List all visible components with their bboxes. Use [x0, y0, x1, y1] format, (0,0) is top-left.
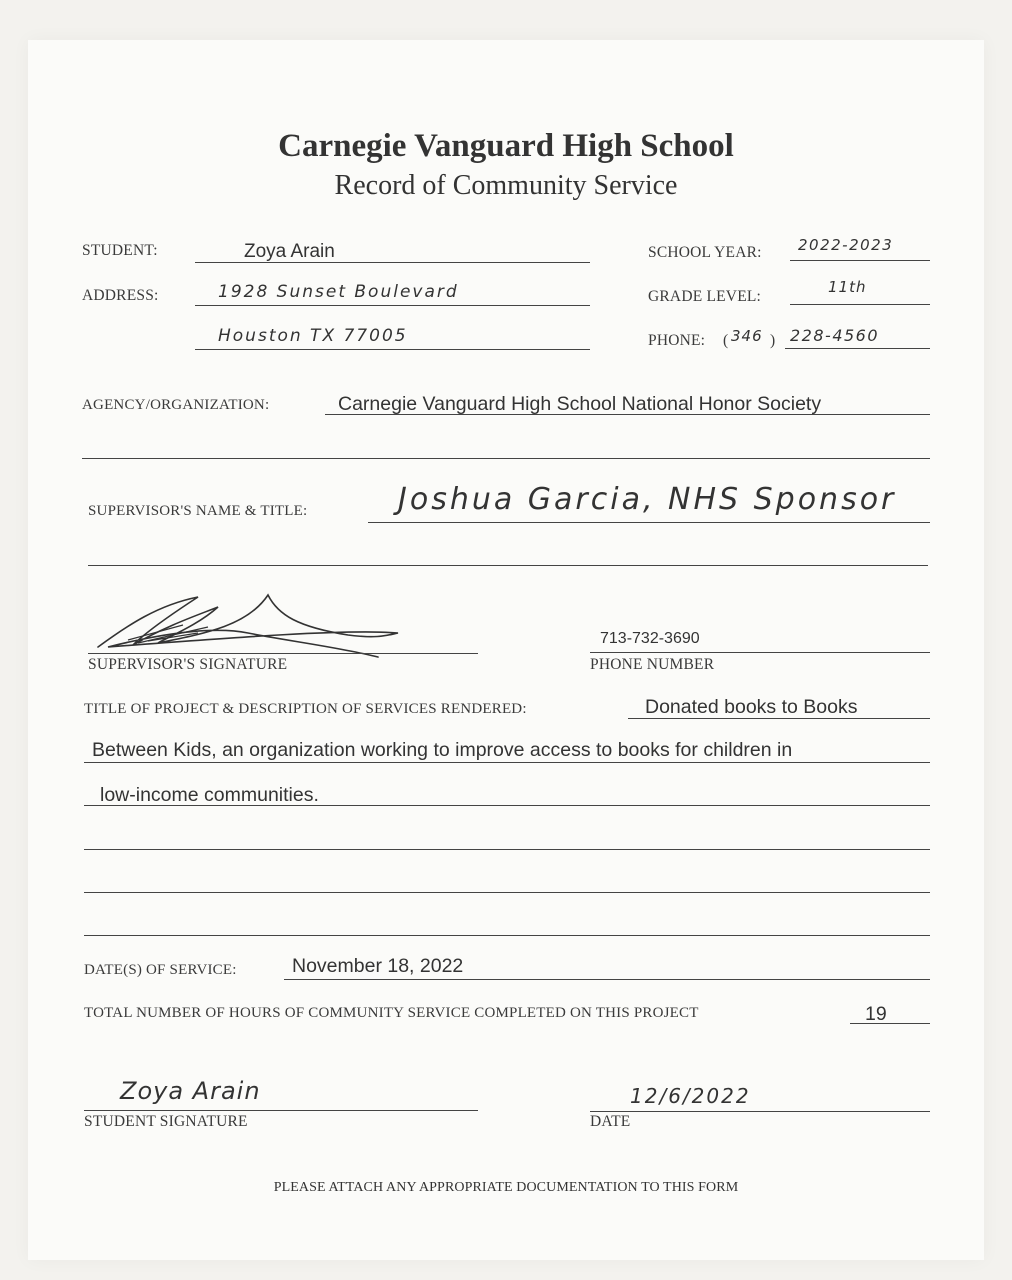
student-name-field[interactable]: Zoya Arain	[244, 241, 335, 262]
hours-field[interactable]: 19	[865, 1003, 887, 1025]
project-line-6	[84, 935, 930, 936]
project-line-4	[84, 849, 930, 850]
supervisor-signature-line	[88, 653, 478, 654]
grade-level-label: GRADE LEVEL:	[648, 288, 762, 305]
form-subtitle: Record of Community Service	[334, 170, 678, 201]
project-line-5	[84, 892, 930, 893]
phone-area-field[interactable]: 346	[731, 327, 763, 345]
date-label: DATE	[590, 1113, 631, 1130]
date-signed-field[interactable]: 12/6/2022	[630, 1084, 751, 1108]
supervisor-phone-line	[590, 652, 930, 653]
address-line2-field[interactable]: Houston TX 77005	[218, 326, 408, 346]
address-line-1	[195, 305, 590, 306]
phone-number-field[interactable]: 228-4560	[790, 326, 880, 345]
dates-line	[284, 979, 930, 980]
student-signature-field[interactable]: Zoya Arain	[120, 1077, 261, 1105]
hours-line	[850, 1023, 930, 1024]
student-signature-label: STUDENT SIGNATURE	[84, 1113, 248, 1130]
address-label: ADDRESS:	[82, 287, 159, 304]
grade-level-field[interactable]: 11th	[828, 278, 867, 296]
phone-paren-open: (	[723, 332, 729, 349]
supervisor-signature-label: SUPERVISOR'S SIGNATURE	[88, 656, 288, 673]
project-line-2	[84, 762, 930, 763]
dates-label: DATE(S) OF SERVICE:	[84, 962, 237, 978]
dates-field[interactable]: November 18, 2022	[292, 955, 464, 977]
phone-paren-close: )	[770, 332, 776, 349]
footer-note: PLEASE ATTACH ANY APPROPRIATE DOCUMENTATION TO THIS FORM	[273, 1180, 739, 1195]
supervisor-name-line	[368, 522, 930, 523]
date-line	[590, 1111, 930, 1112]
grade-level-line	[790, 304, 930, 305]
project-line2-field[interactable]: Between Kids, an organization working to improve access to books for children in	[92, 739, 793, 761]
student-signature-line	[84, 1110, 478, 1111]
supervisor-name-label: SUPERVISOR'S NAME & TITLE:	[88, 503, 308, 519]
address-line1-field[interactable]: 1928 Sunset Boulevard	[218, 282, 459, 302]
school-year-field[interactable]: 2022-2023	[798, 236, 894, 254]
project-line1-field[interactable]: Donated books to Books	[645, 696, 858, 718]
project-line3-field[interactable]: low-income communities.	[100, 784, 319, 806]
agency-line-2	[82, 458, 930, 459]
school-year-line	[790, 260, 930, 261]
phone-label: PHONE:	[648, 332, 706, 349]
student-label: STUDENT:	[82, 242, 158, 259]
supervisor-line-2	[88, 565, 928, 566]
hours-label: TOTAL NUMBER OF HOURS OF COMMUNITY SERVICE COMPLETED ON THIS PROJECT	[84, 1005, 699, 1021]
phone-line	[785, 348, 930, 349]
supervisor-name-field[interactable]: Joshua Garcia, NHS Sponsor	[398, 482, 897, 517]
phone-number-label: PHONE NUMBER	[590, 656, 715, 673]
supervisor-phone-field[interactable]: 713-732-3690	[600, 630, 700, 647]
address-line-2	[195, 349, 590, 350]
school-year-label: SCHOOL YEAR:	[648, 244, 762, 261]
school-name-title: Carnegie Vanguard High School	[278, 128, 734, 164]
agency-label: AGENCY/ORGANIZATION:	[82, 397, 270, 413]
project-label: TITLE OF PROJECT & DESCRIPTION OF SERVICES RENDERED:	[84, 701, 527, 717]
agency-field[interactable]: Carnegie Vanguard High School National Honor Society	[338, 393, 822, 415]
